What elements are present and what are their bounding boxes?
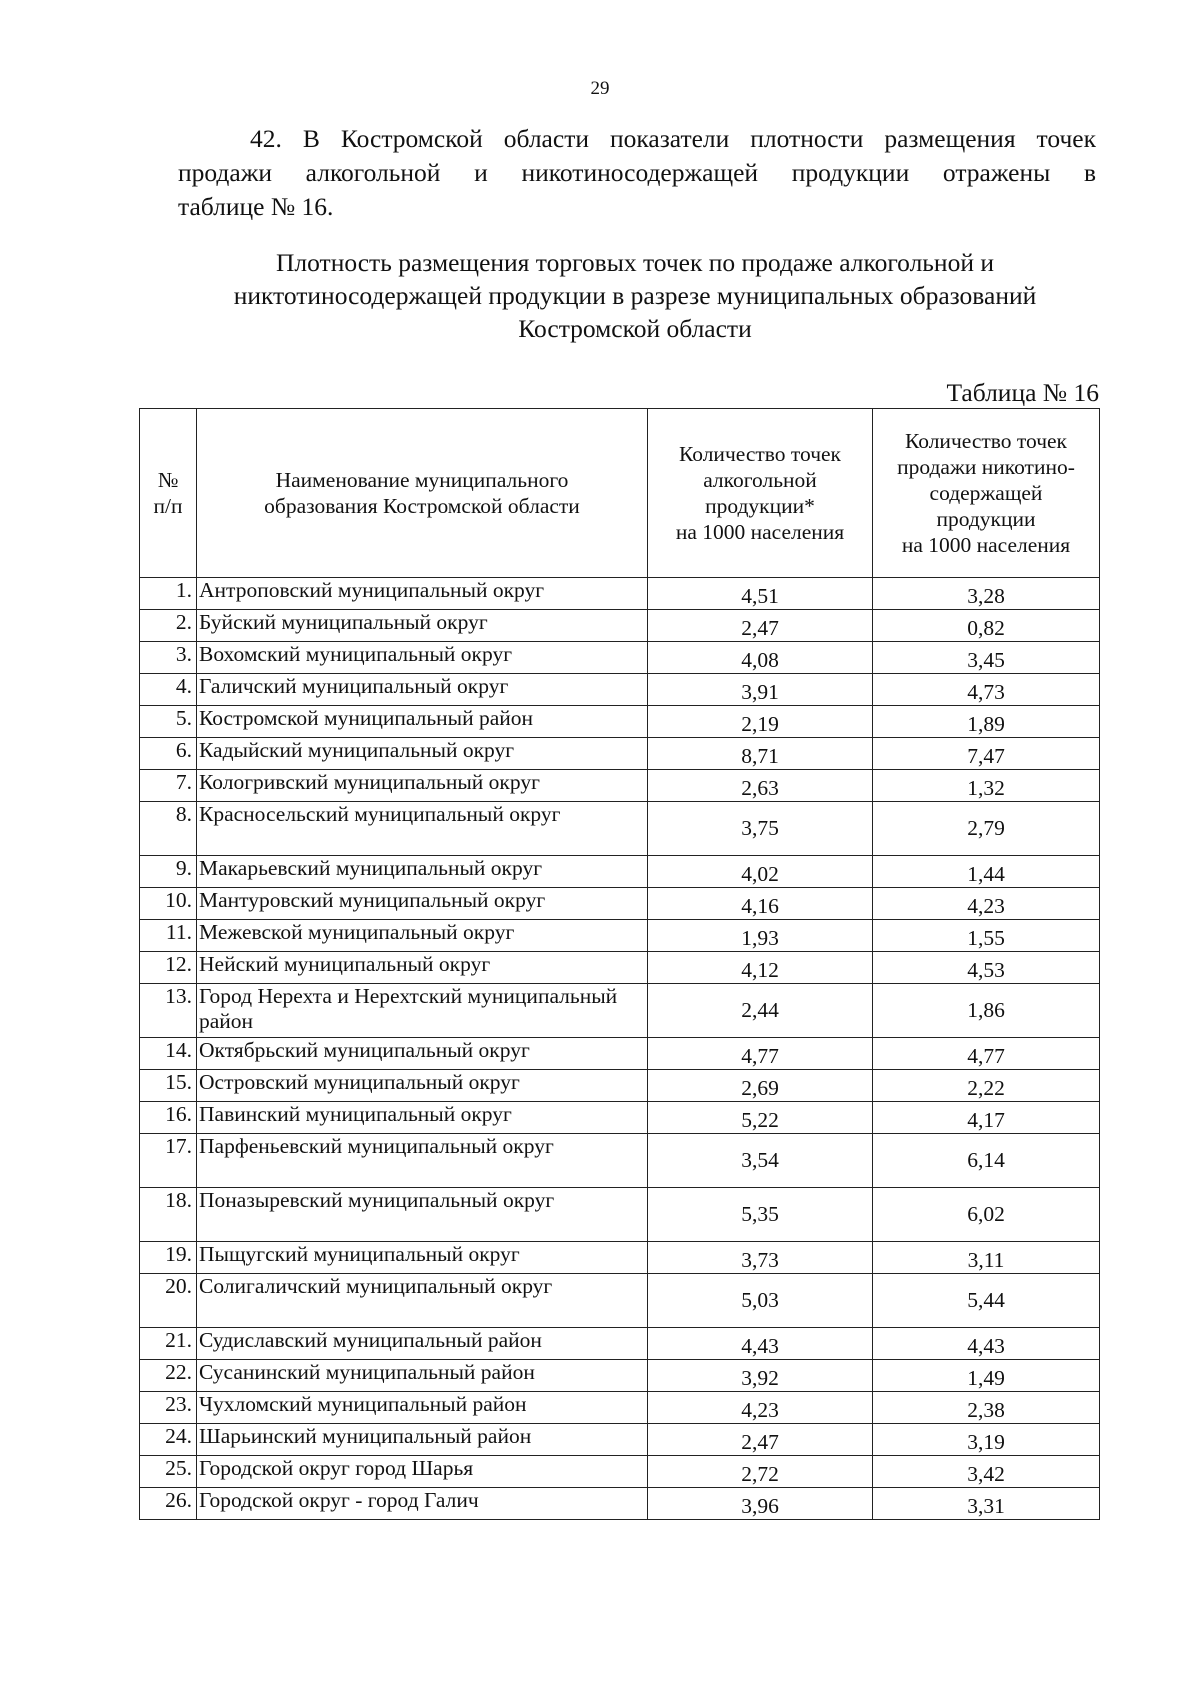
- municipality-name-cell: Кологривский муниципальный округ: [197, 770, 648, 802]
- table-row: [140, 1070, 1100, 1102]
- header-num: [140, 409, 197, 578]
- alcohol-density-cell: 3,92: [648, 1360, 873, 1392]
- municipality-name-cell: Солигаличский муниципальный округ: [197, 1274, 648, 1328]
- nicotine-density-cell: 3,11: [873, 1242, 1100, 1274]
- row-number-cell: 25.: [140, 1456, 197, 1488]
- municipality-name-cell: Буйский муниципальный округ: [197, 610, 648, 642]
- nicotine-density-cell: 6,02: [873, 1188, 1100, 1242]
- alcohol-density-cell: 3,91: [648, 674, 873, 706]
- municipality-name-cell: Павинский муниципальный округ: [197, 1102, 648, 1134]
- nicotine-density-cell: 3,28: [873, 578, 1100, 610]
- alcohol-density-cell: 8,71: [648, 738, 873, 770]
- table-row: [140, 642, 1100, 674]
- alcohol-density-cell: 5,03: [648, 1274, 873, 1328]
- table-row: [140, 1392, 1100, 1424]
- heading-line-3: Костромской области: [518, 314, 752, 343]
- row-number-cell: 11.: [140, 920, 197, 952]
- heading-line-1: Плотность размещения торговых точек по продаже алкогольной и: [276, 248, 994, 277]
- nicotine-density-cell: 3,31: [873, 1488, 1100, 1520]
- municipality-name-cell: Вохомский муниципальный округ: [197, 642, 648, 674]
- alcohol-density-cell: 5,35: [648, 1188, 873, 1242]
- table-row: [140, 1360, 1100, 1392]
- alcohol-density-cell: 4,43: [648, 1328, 873, 1360]
- table-row: [140, 1488, 1100, 1520]
- alcohol-density-cell: 3,73: [648, 1242, 873, 1274]
- alcohol-density-cell: 4,12: [648, 952, 873, 984]
- header-name: [197, 409, 648, 578]
- municipality-name-cell: Парфеньевский муниципальный округ: [197, 1134, 648, 1188]
- header-nicotine-line-3: содержащей: [929, 481, 1043, 505]
- municipality-name-cell: Судиславский муниципальный район: [197, 1328, 648, 1360]
- alcohol-density-cell: 3,54: [648, 1134, 873, 1188]
- alcohol-density-cell: 3,96: [648, 1488, 873, 1520]
- header-alcohol-line-4: на 1000 населения: [675, 520, 845, 544]
- row-number-cell: 22.: [140, 1360, 197, 1392]
- nicotine-density-cell: 7,47: [873, 738, 1100, 770]
- alcohol-density-cell: 4,23: [648, 1392, 873, 1424]
- municipality-name-cell: Шарьинский муниципальный район: [197, 1424, 648, 1456]
- density-table: [139, 408, 1100, 1520]
- table-row: [140, 856, 1100, 888]
- municipality-name-cell: Городской округ - город Галич: [197, 1488, 648, 1520]
- municipality-name-cell: Кадыйский муниципальный округ: [197, 738, 648, 770]
- table-row: [140, 738, 1100, 770]
- header-row: [140, 409, 1100, 578]
- row-number-cell: 20.: [140, 1274, 197, 1328]
- municipality-name-cell: Межевской муниципальный округ: [197, 920, 648, 952]
- row-number-cell: 26.: [140, 1488, 197, 1520]
- row-number-cell: 16.: [140, 1102, 197, 1134]
- municipality-name-cell: Сусанинский муниципальный район: [197, 1360, 648, 1392]
- header-name-line-2: образования Костромской области: [264, 494, 580, 518]
- municipality-name-cell: Антроповский муниципальный округ: [197, 578, 648, 610]
- table-row: [140, 770, 1100, 802]
- nicotine-density-cell: 1,49: [873, 1360, 1100, 1392]
- table-row: [140, 1274, 1100, 1328]
- heading-line-2: никтотиносодержащей продукции в разрезе муниципальных образований: [233, 281, 1037, 310]
- table-heading: [150, 246, 1120, 345]
- row-number-cell: 5.: [140, 706, 197, 738]
- nicotine-density-cell: 3,45: [873, 642, 1100, 674]
- alcohol-density-cell: 2,44: [648, 984, 873, 1038]
- header-nicotine-line-5: на 1000 населения: [901, 533, 1071, 557]
- nicotine-density-cell: 2,38: [873, 1392, 1100, 1424]
- row-number-cell: 21.: [140, 1328, 197, 1360]
- row-number-cell: 6.: [140, 738, 197, 770]
- table-row: [140, 578, 1100, 610]
- table-row: [140, 1102, 1100, 1134]
- alcohol-density-cell: 2,69: [648, 1070, 873, 1102]
- table-label: Таблица № 16: [946, 378, 1099, 407]
- municipality-name-cell: Городской округ город Шарья: [197, 1456, 648, 1488]
- page-number: 29: [590, 78, 610, 99]
- row-number-cell: 17.: [140, 1134, 197, 1188]
- table-row: [140, 1456, 1100, 1488]
- alcohol-density-cell: 2,19: [648, 706, 873, 738]
- intro-paragraph: [178, 122, 1096, 224]
- nicotine-density-cell: 1,55: [873, 920, 1100, 952]
- row-number-cell: 18.: [140, 1188, 197, 1242]
- table-row: [140, 984, 1100, 1038]
- header-alcohol-line-2: алкогольной: [703, 468, 817, 492]
- nicotine-density-cell: 1,44: [873, 856, 1100, 888]
- alcohol-density-cell: 2,47: [648, 610, 873, 642]
- nicotine-density-cell: 2,79: [873, 802, 1100, 856]
- municipality-name-cell: Костромской муниципальный район: [197, 706, 648, 738]
- row-number-cell: 13.: [140, 984, 197, 1038]
- intro-line-2: продажи алкогольной и никотиносодержащей продукции отражены в: [178, 158, 1096, 187]
- nicotine-density-cell: 4,43: [873, 1328, 1100, 1360]
- row-number-cell: 10.: [140, 888, 197, 920]
- alcohol-density-cell: 4,02: [648, 856, 873, 888]
- table-row: [140, 610, 1100, 642]
- table-row: [140, 888, 1100, 920]
- nicotine-density-cell: 4,23: [873, 888, 1100, 920]
- row-number-cell: 1.: [140, 578, 197, 610]
- nicotine-density-cell: 4,77: [873, 1038, 1100, 1070]
- row-number-cell: 4.: [140, 674, 197, 706]
- nicotine-density-cell: 2,22: [873, 1070, 1100, 1102]
- municipality-name-cell: Чухломский муниципальный район: [197, 1392, 648, 1424]
- row-number-cell: 19.: [140, 1242, 197, 1274]
- alcohol-density-cell: 2,72: [648, 1456, 873, 1488]
- row-number-cell: 14.: [140, 1038, 197, 1070]
- municipality-name-cell: Макарьевский муниципальный округ: [197, 856, 648, 888]
- table-row: [140, 706, 1100, 738]
- table-row: [140, 1134, 1100, 1188]
- row-number-cell: 24.: [140, 1424, 197, 1456]
- municipality-name-cell: Красносельский муниципальный округ: [197, 802, 648, 856]
- table-row: [140, 1242, 1100, 1274]
- nicotine-density-cell: 4,73: [873, 674, 1100, 706]
- municipality-name-cell: Нейский муниципальный округ: [197, 952, 648, 984]
- alcohol-density-cell: 4,51: [648, 578, 873, 610]
- alcohol-density-cell: 1,93: [648, 920, 873, 952]
- municipality-name-cell: Октябрьский муниципальный округ: [197, 1038, 648, 1070]
- alcohol-density-cell: 4,08: [648, 642, 873, 674]
- table-row: [140, 1188, 1100, 1242]
- header-num-line-1: №: [157, 468, 179, 492]
- row-number-cell: 9.: [140, 856, 197, 888]
- nicotine-density-cell: 6,14: [873, 1134, 1100, 1188]
- alcohol-density-cell: 4,77: [648, 1038, 873, 1070]
- municipality-name-cell: Мантуровский муниципальный округ: [197, 888, 648, 920]
- header-num-line-2: п/п: [153, 494, 183, 518]
- table-header: [140, 409, 1100, 578]
- intro-line-3: таблице № 16.: [178, 192, 334, 221]
- nicotine-density-cell: 1,86: [873, 984, 1100, 1038]
- header-nicotine: [873, 409, 1100, 578]
- nicotine-density-cell: 0,82: [873, 610, 1100, 642]
- alcohol-density-cell: 3,75: [648, 802, 873, 856]
- header-alcohol-line-3: продукции*: [705, 494, 815, 518]
- nicotine-density-cell: 3,19: [873, 1424, 1100, 1456]
- nicotine-density-cell: 1,32: [873, 770, 1100, 802]
- row-number-cell: 3.: [140, 642, 197, 674]
- header-nicotine-line-2: продажи никотино-: [897, 455, 1075, 479]
- table-row: [140, 1038, 1100, 1070]
- row-number-cell: 2.: [140, 610, 197, 642]
- table-row: [140, 674, 1100, 706]
- header-nicotine-line-1: Количество точек: [904, 429, 1068, 453]
- alcohol-density-cell: 5,22: [648, 1102, 873, 1134]
- municipality-name-cell: Островский муниципальный округ: [197, 1070, 648, 1102]
- municipality-name-cell: Пыщугский муниципальный округ: [197, 1242, 648, 1274]
- row-number-cell: 7.: [140, 770, 197, 802]
- table-row: [140, 802, 1100, 856]
- header-alcohol-line-1: Количество точек: [678, 442, 842, 466]
- header-nicotine-line-4: продукции: [936, 507, 1036, 531]
- header-name-line-1: Наименование муниципального: [275, 468, 569, 492]
- nicotine-density-cell: 5,44: [873, 1274, 1100, 1328]
- row-number-cell: 15.: [140, 1070, 197, 1102]
- nicotine-density-cell: 4,53: [873, 952, 1100, 984]
- table-body: [140, 578, 1100, 1520]
- alcohol-density-cell: 4,16: [648, 888, 873, 920]
- intro-line-1: 42. В Костромской области показатели плотности размещения точек: [250, 124, 1096, 153]
- table-row: [140, 1424, 1100, 1456]
- row-number-cell: 8.: [140, 802, 197, 856]
- row-number-cell: 12.: [140, 952, 197, 984]
- row-number-cell: 23.: [140, 1392, 197, 1424]
- alcohol-density-cell: 2,63: [648, 770, 873, 802]
- table-row: [140, 952, 1100, 984]
- municipality-name-cell: Поназыревский муниципальный округ: [197, 1188, 648, 1242]
- nicotine-density-cell: 3,42: [873, 1456, 1100, 1488]
- nicotine-density-cell: 1,89: [873, 706, 1100, 738]
- header-alcohol: [648, 409, 873, 578]
- alcohol-density-cell: 2,47: [648, 1424, 873, 1456]
- nicotine-density-cell: 4,17: [873, 1102, 1100, 1134]
- municipality-name-cell: Город Нерехта и Нерехтский муниципальный район: [197, 984, 648, 1038]
- table-row: [140, 1328, 1100, 1360]
- municipality-name-cell: Галичский муниципальный округ: [197, 674, 648, 706]
- table-row: [140, 920, 1100, 952]
